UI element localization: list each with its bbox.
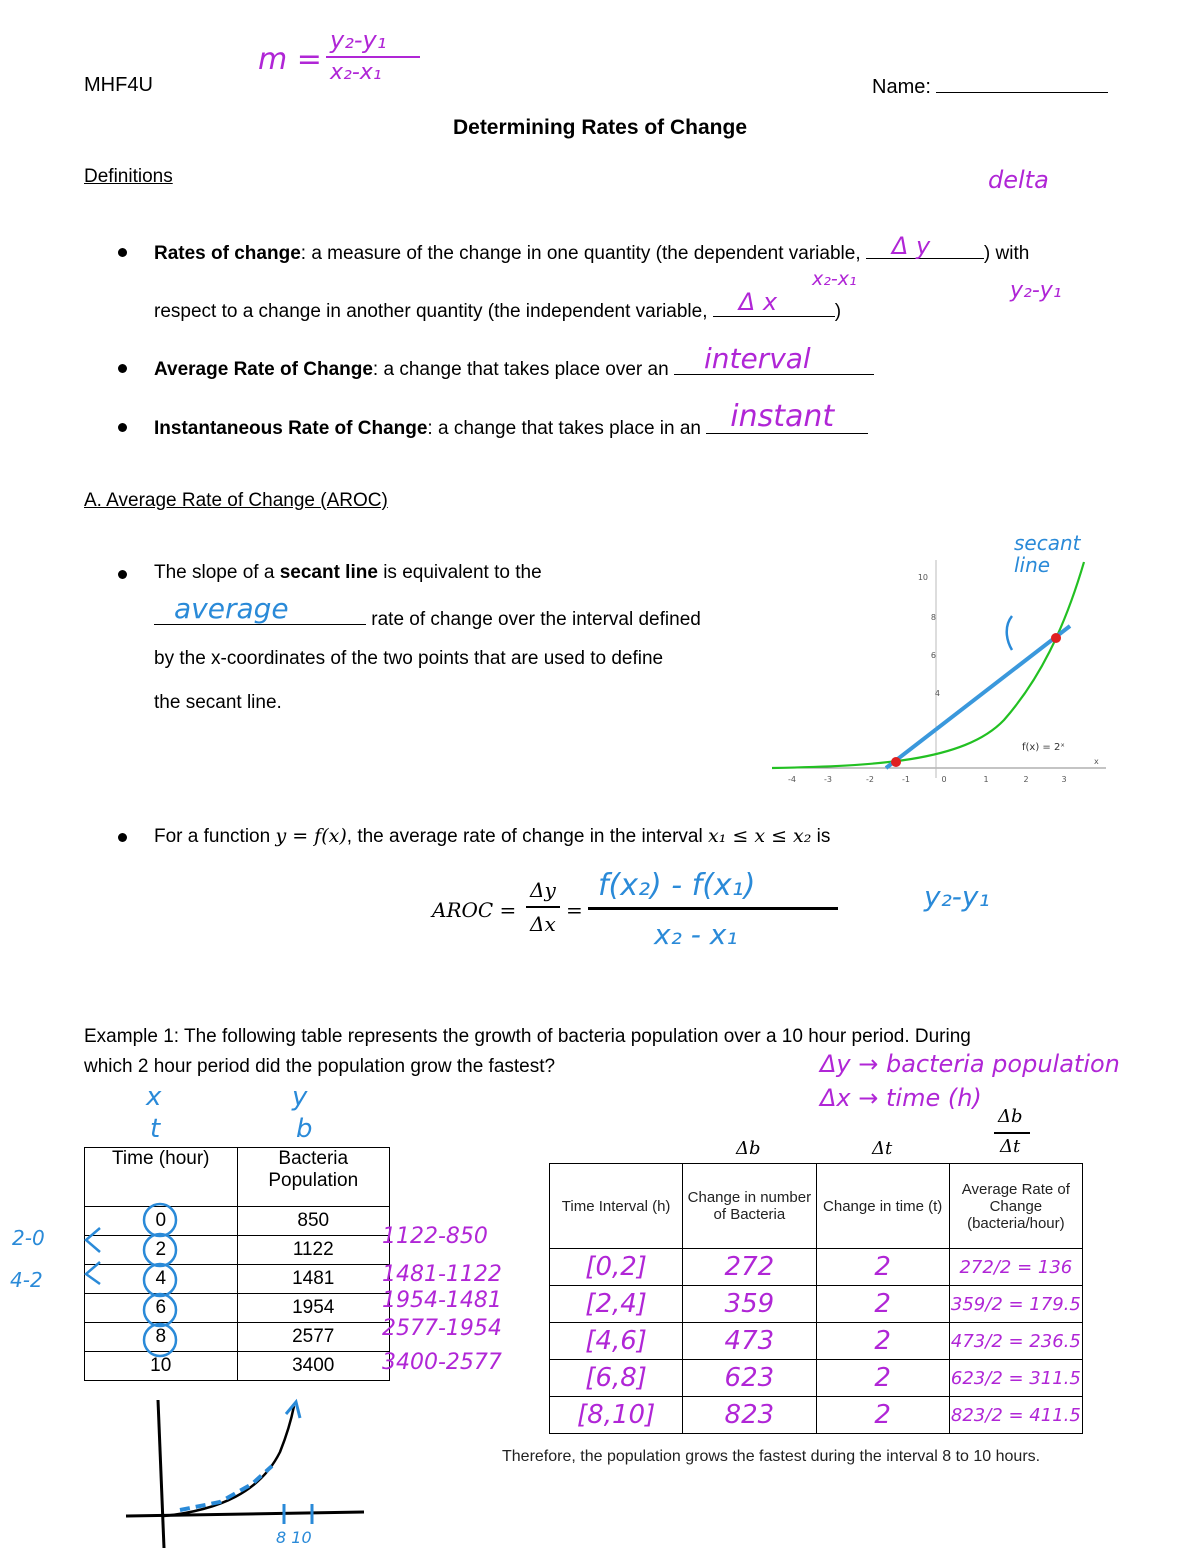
- ink-diff: 3400-2577: [382, 1350, 502, 1375]
- ink-aroc-num: f(x₂) - f(x₁): [598, 868, 756, 903]
- example1-line2: which 2 hour period did the population grow the fastest?: [84, 1056, 556, 1077]
- table-row: 2 1122: [85, 1236, 390, 1265]
- x-axis-label: x: [1094, 757, 1099, 766]
- section-a-heading: A. Average Rate of Change (AROC): [84, 490, 388, 511]
- name-label: Name:: [872, 76, 931, 98]
- aroc-main-bar: [588, 907, 838, 910]
- ink-y-diff: y₂-y₁: [1010, 278, 1062, 303]
- page-title: Determining Rates of Change: [452, 116, 748, 139]
- aroc-statement: For a function y = f(x), the average rate of change in the interval x₁ ≤ x ≤ x₂ is: [154, 825, 831, 847]
- label-ratio-bar: [994, 1132, 1030, 1134]
- sketch-curve: [164, 1406, 294, 1516]
- table-row: [6,8] 623 2 623/2 = 311.5: [550, 1360, 1083, 1397]
- ink-slope-den: x₂-x₁: [330, 60, 382, 85]
- ink-left-note-2: 4-2: [10, 1268, 43, 1292]
- ink-aroc-den: x₂ - x₁: [654, 918, 738, 951]
- ink-answer-dy: Δ y: [891, 232, 931, 260]
- x-tick: -4: [788, 775, 796, 784]
- definitions-heading: Definitions: [84, 166, 173, 187]
- ink-dy-note: Δy → bacteria population: [820, 1050, 1120, 1078]
- ink-answer-instant: instant: [730, 399, 835, 434]
- bullet: [118, 423, 127, 432]
- secant-line-2: average rate of change over the interval defined: [154, 606, 701, 631]
- ink-col-t: t: [150, 1114, 161, 1144]
- y-tick: 10: [917, 573, 928, 582]
- bullet: [118, 570, 127, 579]
- label-delta-b: Δb: [736, 1138, 761, 1159]
- function-label: f(x) = 2ˣ: [1022, 742, 1065, 753]
- rate-table: [549, 1163, 1083, 1434]
- col-header-aroc: Average Rate of Change (bacteria/hour): [949, 1164, 1082, 1249]
- ink-answer-dx: Δ x: [738, 288, 778, 316]
- bullet: [118, 248, 127, 257]
- secant-line-1: The slope of a secant line is equivalent to the: [154, 562, 542, 583]
- label-delta-t: Δt: [872, 1138, 893, 1159]
- col-header-change-time: Change in time (t): [816, 1164, 949, 1249]
- label-ratio-num: Δb: [998, 1106, 1023, 1127]
- ink-diff: 1481-1122: [382, 1262, 502, 1287]
- secant-line-4: the secant line.: [154, 692, 282, 713]
- table-row: [4,6] 473 2 473/2 = 236.5: [550, 1323, 1083, 1360]
- name-blank[interactable]: [936, 74, 1108, 93]
- col-header-change-bacteria: Change in number of Bacteria: [683, 1164, 816, 1249]
- ink-diff: 1122-850: [382, 1224, 488, 1249]
- def-rates-of-change: Rates of change: a measure of the change in one quantity (the dependent variable, Δ y ) with: [154, 232, 1030, 264]
- x-tick: -1: [902, 775, 910, 784]
- table-row: 0 850: [85, 1207, 390, 1236]
- def-instantaneous-rate: Instantaneous Rate of Change: a change that takes place in an instant: [154, 415, 868, 440]
- y-tick: 4: [934, 689, 940, 698]
- aroc-frac-num: Δy: [530, 878, 556, 902]
- secant-point: [891, 757, 901, 767]
- ink-secant-annotation: secant line: [1014, 531, 1081, 577]
- ink-left-note-1: 2-0: [12, 1226, 45, 1250]
- ink-answer-average: average: [174, 592, 289, 625]
- ink-diff: 2577-1954: [382, 1316, 502, 1341]
- y-tick: 6: [930, 651, 936, 660]
- ink-col-y: y: [292, 1082, 308, 1112]
- x-tick: -3: [824, 775, 832, 784]
- ink-col-b: b: [296, 1114, 313, 1144]
- sketch-y-axis: [158, 1400, 164, 1548]
- ink-delta: delta: [988, 166, 1049, 194]
- table-row: 6 1954: [85, 1294, 390, 1323]
- ink-slope-m: m =: [258, 42, 322, 77]
- ink-sketch-ticks: 8 10: [276, 1528, 312, 1547]
- table-row: 4 1481: [85, 1265, 390, 1294]
- x-tick: 1: [983, 775, 989, 784]
- ink-x-diff: x₂-x₁: [812, 268, 857, 290]
- name-field: [872, 74, 1108, 99]
- x-tick: 0: [941, 775, 947, 784]
- table-row: [2,4] 359 2 359/2 = 179.5: [550, 1286, 1083, 1323]
- secant-point: [1051, 633, 1061, 643]
- x-tick: -2: [866, 775, 874, 784]
- aroc-frac-den: Δx: [530, 912, 556, 936]
- col-header-population: Bacteria Population: [237, 1148, 390, 1207]
- aroc-equals: =: [566, 898, 583, 922]
- label-ratio-den: Δt: [1000, 1136, 1021, 1157]
- secant-line-3: by the x-coordinates of the two points that are used to define: [154, 648, 664, 669]
- ink-growth-sketch: [120, 1392, 380, 1552]
- def-rates-of-change-cont: respect to a change in another quantity (the independent variable, Δ x ): [154, 288, 842, 322]
- y-tick: 8: [930, 613, 936, 622]
- ink-circles: [60, 1200, 200, 1360]
- ink-diff: 1954-1481: [382, 1288, 502, 1313]
- ink-col-x: x: [146, 1082, 162, 1112]
- col-header-interval: Time Interval (h): [550, 1164, 683, 1249]
- ink-slope-bar: [326, 56, 420, 58]
- ink-answer-interval: interval: [703, 342, 811, 375]
- table-row: [0,2] 272 2 272/2 = 136: [550, 1249, 1083, 1286]
- secant-graph: [764, 540, 1114, 790]
- ink-slope-num: y₂-y₁: [330, 26, 387, 54]
- col-header-time: Time (hour): [85, 1148, 238, 1207]
- table-row: 10 3400: [85, 1352, 390, 1381]
- table-row: 8 2577: [85, 1323, 390, 1352]
- aroc-lhs: AROC =: [432, 898, 517, 922]
- ink-dx-note: Δx → time (h): [820, 1084, 982, 1112]
- bullet: [118, 364, 127, 373]
- course-code: MHF4U: [84, 74, 153, 96]
- ink-bracket: [1007, 616, 1012, 650]
- bullet: [118, 833, 127, 842]
- x-tick: 3: [1061, 775, 1067, 784]
- example1-line1: Example 1: The following table represents the growth of bacteria population over a 10 hour period. During: [84, 1026, 971, 1047]
- aroc-frac-bar: [526, 906, 560, 908]
- def-average-rate: Average Rate of Change: a change that takes place over an interval: [154, 356, 874, 381]
- x-tick: 2: [1023, 775, 1029, 784]
- ink-aroc-side: y₂-y₁: [924, 880, 990, 913]
- sketch-secants: [180, 1466, 272, 1510]
- conclusion: Therefore, the population grows the fastest during the interval 8 to 10 hours.: [502, 1448, 1041, 1465]
- table-row: [8,10] 823 2 823/2 = 411.5: [550, 1397, 1083, 1434]
